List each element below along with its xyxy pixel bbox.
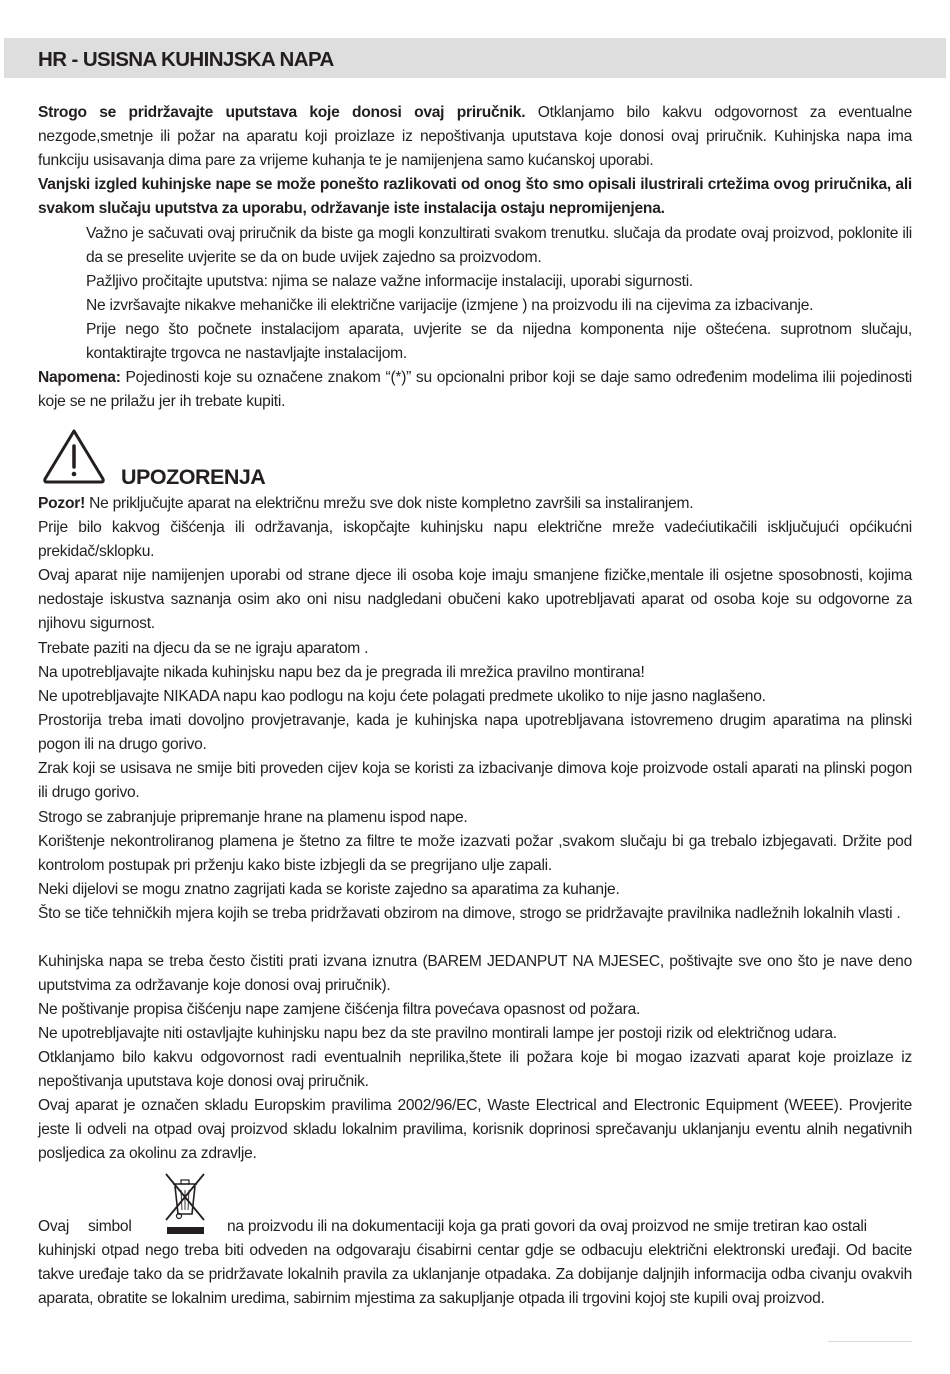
disposal-text: kuhinjski otpad nego treba biti odveden na odgovaraju ćisabirni centar gdje se odbacuju električni elektronski uređaji. Od bacite takve uređaje tako da se pridržavate lokalnih pravila za uklanjanje otpadaka. Za dobijanje daljnjih informacija odba civanju ovakvih aparata, obratite se lokalnim uredima, sabirnim mjestima za sakupljanje otpada ili trgovini kojoj ste kupili ovaj proizvod. <box>38 1242 912 1308</box>
indented-paragraph: Važno je sačuvati ovaj priručnik da biste ga mogli konzultirati svakom trenutku. slučaja da prodate ovaj proizvod, poklonite ili da se preselite uvjerite se da on bude uvijek zajedno sa proizvodom. <box>86 225 912 267</box>
warning-item: Prostorija treba imati dovoljno provjetravanje, kada je kuhinjska napa upotrebljavana istovremeno drugim aparatima na plinski pogon ili na drugo gorivo. <box>38 712 912 754</box>
indented-paragraph: Ne izvršavajte nikakve mehaničke ili električne varijacije (izmjene ) na proizvodu ili na cijevima za izbacivanje. <box>86 297 814 314</box>
warning-item: Na upotrebljavajte nikada kuhinjsku napu bez da je pregrada ili mrežica pravilno montirana! <box>38 664 645 681</box>
warning-item: Ne poštivanje propisa čišćenju nape zamjene čišćenja filtra povećava opasnost od požara. <box>38 1001 641 1018</box>
warning-item: Ovaj aparat nije namijenjen uporabi od strane djece ili osoba koje imaju smanjene fizičke,mentale ili osjetne sposobnosti, kojima nedostaje iskustva saznanja osim ako oni nisu nadgledani obučeni kako upotrebljavati aparat od osoba koje su odgovorne za njihovu sigurnost. <box>38 567 912 633</box>
warning-item: Neki dijelovi se mogu znatno zagrijati kada se koriste zajedno sa aparatima za kuhanje. <box>38 881 620 898</box>
warning-item: Strogo se zabranjuje pripremanje hrane na plamenu ispod nape. <box>38 809 468 826</box>
warning-item: Trebate paziti na djecu da se ne igraju aparatom . <box>38 640 369 657</box>
warning-item: Ne upotrebljavajte NIKADA napu kao podlogu na koju ćete polagati predmete ukoliko to nije jasno naglašeno. <box>38 688 766 705</box>
warning-item <box>38 492 912 516</box>
warning-text: Ne priključujte aparat na električnu mrežu sve dok niste kompletno završili sa instaliranjem. <box>85 495 694 512</box>
note-text: Pojedinosti koje su označene znakom “(*)” su opcionalni pribor koji se daje samo određenim modelima ilii pojedinosti koje se ne prilažu jer ih trebate kupiti. <box>38 369 912 411</box>
warning-item: Prije bilo kakvog čišćenja ili održavanja, iskopčajte kuhinjsku napu električne mreže vadećiutikačili isključujući općikućni prekidač/sklopku. <box>38 519 912 561</box>
note-paragraph <box>38 366 912 414</box>
footer-divider <box>828 1341 912 1342</box>
warning-triangle-icon <box>41 427 107 485</box>
warning-item: Ovaj aparat je označen skladu Europskim pravilima 2002/96/EC, Waste Electrical and Electronic Equipment (WEEE). Provjerite jeste li odveli na otpad ovaj proizvod skladu lokalnim pravilima, korisnik doprinosi sprečavanju uklanjanju eventu alnih negativnih posljedica za okolinu za zdravlje. <box>38 1097 912 1163</box>
warnings-title: UPOZORENJA <box>121 465 266 489</box>
indented-paragraph: Pažljivo pročitajte uputstva: njima se nalaze važne informacije instalaciji, uporabi sigurnosti. <box>86 273 693 290</box>
section-title: HR - USISNA KUHINJSKA NAPA <box>38 48 334 71</box>
warning-item: Što se tiče tehničkih mjera kojih se treba pridržavati obzirom na dimove, strogo se pridržavajte pravilnika nadležnih lokalnih vlasti . <box>38 905 901 922</box>
disposal-word: Ovaj <box>38 1218 70 1235</box>
warning-item: Kuhinjska napa se treba često čistiti prati izvana iznutra (BAREM JEDANPUT NA MJESEC, poštivajte sve ono što je nave deno uputstvima za održavanje koje donosi ovaj priručnik). <box>38 953 912 995</box>
warning-item: Zrak koji se usisava ne smije biti proveden cijev koja se koristi za izbacivanje dimova koje proizvode ostali aparati na plinski pogon ili drugo gorivo. <box>38 760 912 802</box>
intro-paragraph-2: Vanjski izgled kuhinjske nape se može ponešto razlikovati od onog što smo opisali ilustrirali crtežima ovog priručnika, ali svakom slučaju uputstva za uporabu, održavanje iste instalacija ostaju nepromijenjena. <box>38 176 912 218</box>
indented-paragraph: Prije nego što počnete instalacijom aparata, uvjerite se da nijedna komponenta nije oštećena. suprotnom slučaju, kontaktirajte trgovca ne nastavljajte instalacijom. <box>86 321 912 363</box>
note-label: Napomena: <box>38 369 121 386</box>
intro-text: Otklanjamo bilo kakvu odgovornost za eventualne nezgode,smetnje ili požar na aparatu koji proizlaze iz nepoštivanja uputstava koje donosi ovaj priručnik. Kuhinjska napa ima funkciju usisavanja dima pare za vrijeme kuhanja te je namijenjena samo kućanskoj uporabi. <box>38 104 912 170</box>
warning-item: Ne upotrebljavajte niti ostavljajte kuhinjsku napu bez da ste pravilno montirali lampe jer postoji rizik od električnog udara. <box>38 1025 837 1042</box>
warning-item: Otklanjamo bilo kakvu odgovornost radi eventualnih neprilika,štete ili požara koje bi mogao izazvati aparat koje proizlaze iz nepoštivanja uputstava koje donosi ovaj priručnik. <box>38 1049 912 1091</box>
warning-item: Korištenje nekontroliranog plamena je štetno za filtre te može izazvati požar ,svakom slučaju bi ga trebalo izbjegavati. Držite pod kontrolom postupak pri prženju kako biste izbjegli da se pregrijano ulje zapali. <box>38 833 912 875</box>
intro-paragraph-1 <box>38 101 912 173</box>
crossed-out-wheelie-bin-icon <box>160 1170 210 1242</box>
disposal-text-first-line: na proizvodu ili na dokumentaciji koja ga prati govori da ovaj proizvod ne smije tretiran kao ostali <box>227 1218 867 1235</box>
warning-label: Pozor! <box>38 495 86 512</box>
disposal-word: simbol <box>88 1218 132 1235</box>
intro-bold-lead: Strogo se pridržavajte uputstava koje donosi ovaj priručnik. <box>38 104 526 121</box>
